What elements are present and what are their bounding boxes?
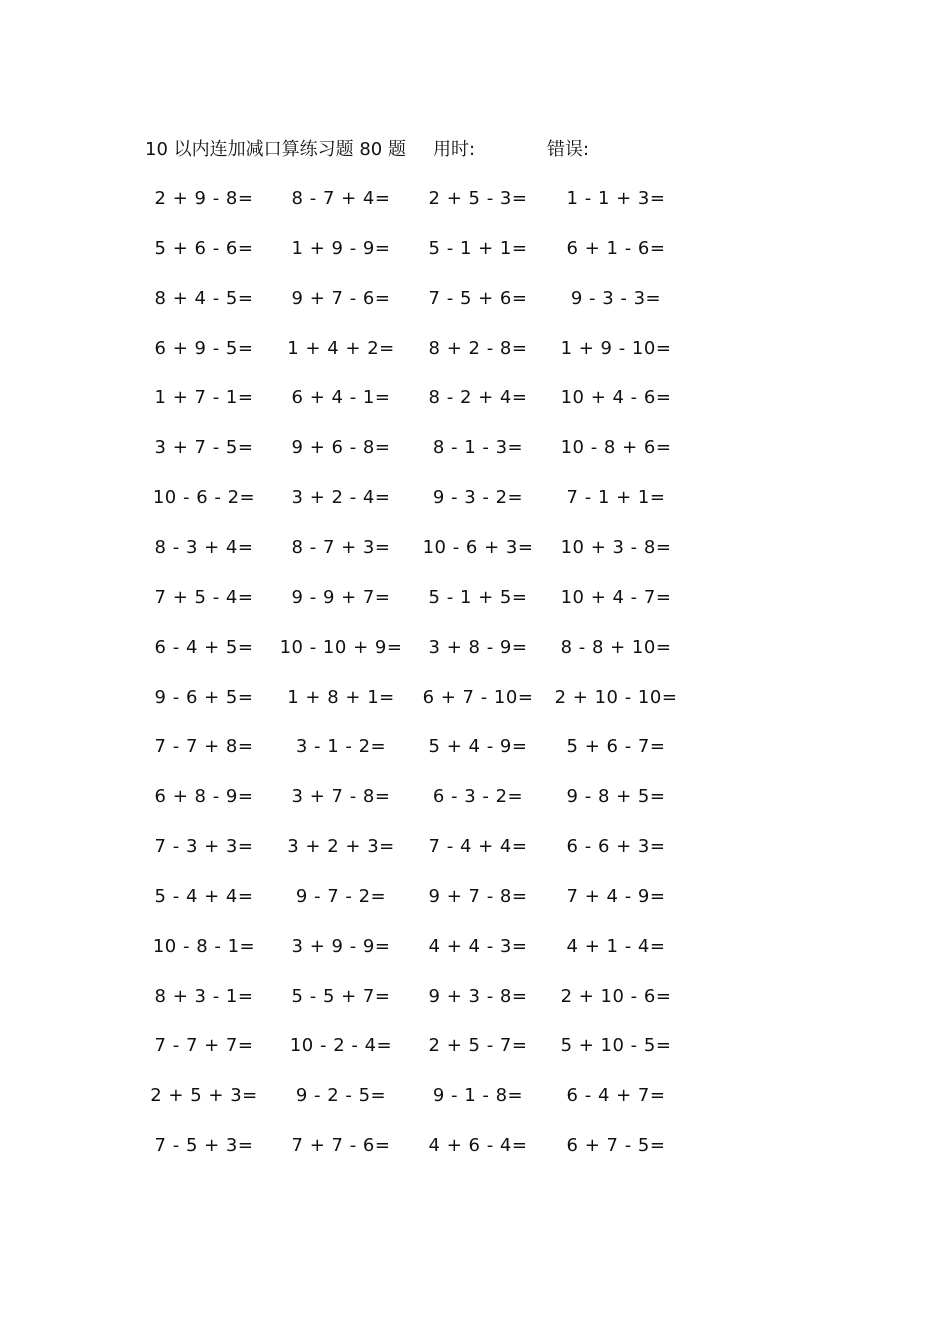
arithmetic-problem: 6 + 9 - 5=	[154, 337, 254, 359]
arithmetic-problem: 7 + 5 - 4=	[154, 586, 254, 608]
arithmetic-problem: 3 + 8 - 9=	[428, 636, 528, 658]
arithmetic-problem: 1 + 8 + 1=	[287, 686, 395, 708]
arithmetic-problem: 5 - 1 + 1=	[428, 237, 528, 259]
arithmetic-problem: 8 - 7 + 3=	[291, 536, 391, 558]
arithmetic-problem: 1 - 1 + 3=	[566, 188, 666, 209]
arithmetic-problem: 6 + 4 - 1=	[291, 387, 391, 409]
arithmetic-problem: 2 + 5 + 3=	[150, 1085, 258, 1107]
arithmetic-problem: 3 + 7 - 8=	[291, 786, 391, 808]
arithmetic-problem: 7 + 7 - 6=	[291, 1135, 391, 1157]
arithmetic-problem: 3 + 2 + 3=	[287, 836, 395, 858]
arithmetic-problem: 6 + 1 - 6=	[566, 237, 666, 259]
arithmetic-problem: 2 + 9 - 8=	[154, 188, 254, 209]
arithmetic-problem: 8 - 1 - 3=	[432, 437, 524, 459]
arithmetic-problem: 2 + 5 - 3=	[428, 188, 528, 209]
arithmetic-problem: 3 + 9 - 9=	[291, 935, 391, 957]
arithmetic-problem: 5 + 4 - 9=	[428, 736, 528, 758]
arithmetic-problem: 6 - 4 + 7=	[566, 1085, 666, 1107]
arithmetic-problem: 10 - 8 - 1=	[152, 935, 256, 957]
arithmetic-problem: 7 - 5 + 6=	[428, 287, 528, 309]
arithmetic-problem: 9 - 2 - 5=	[295, 1085, 387, 1107]
arithmetic-problem: 3 + 7 - 5=	[154, 437, 254, 459]
arithmetic-problem: 6 + 7 - 5=	[566, 1135, 666, 1157]
arithmetic-problem: 8 - 8 + 10=	[560, 636, 672, 658]
arithmetic-problem: 6 + 8 - 9=	[154, 786, 254, 808]
arithmetic-problem: 2 + 10 - 10=	[554, 686, 678, 708]
arithmetic-problem: 8 - 3 + 4=	[154, 536, 254, 558]
arithmetic-problem: 7 - 5 + 3=	[154, 1135, 254, 1157]
arithmetic-problem: 8 + 4 - 5=	[154, 287, 254, 309]
arithmetic-problem: 5 - 5 + 7=	[291, 985, 391, 1007]
arithmetic-problem: 9 + 7 - 8=	[428, 885, 528, 907]
arithmetic-problem: 10 - 8 + 6=	[560, 437, 672, 459]
worksheet-title: 10 以内连加减口算练习题 80 题	[145, 139, 406, 160]
arithmetic-problem: 9 - 8 + 5=	[566, 786, 666, 808]
arithmetic-problem: 5 + 6 - 7=	[566, 736, 666, 758]
arithmetic-problem: 9 - 3 - 3=	[570, 287, 662, 309]
arithmetic-problem: 4 + 1 - 4=	[566, 935, 666, 957]
arithmetic-problem: 6 - 4 + 5=	[154, 636, 254, 658]
arithmetic-problem: 9 - 3 - 2=	[432, 487, 524, 509]
arithmetic-problem: 9 + 6 - 8=	[291, 437, 391, 459]
arithmetic-problem: 9 + 3 - 8=	[428, 985, 528, 1007]
arithmetic-problem: 1 + 4 + 2=	[287, 337, 395, 359]
arithmetic-problem: 1 + 7 - 1=	[154, 387, 254, 409]
arithmetic-problem: 9 - 7 - 2=	[295, 885, 387, 907]
arithmetic-problem: 5 - 1 + 5=	[428, 586, 528, 608]
arithmetic-problem: 2 + 10 - 6=	[560, 985, 672, 1007]
arithmetic-problem: 10 - 2 - 4=	[289, 1035, 393, 1057]
arithmetic-problem: 7 - 7 + 8=	[154, 736, 254, 758]
arithmetic-problem: 8 + 2 - 8=	[428, 337, 528, 359]
arithmetic-problem: 9 - 6 + 5=	[154, 686, 254, 708]
arithmetic-problem: 4 + 4 - 3=	[428, 935, 528, 957]
arithmetic-problem: 5 - 4 + 4=	[154, 885, 254, 907]
arithmetic-problem: 5 + 6 - 6=	[154, 237, 254, 259]
arithmetic-problem: 9 + 7 - 6=	[291, 287, 391, 309]
arithmetic-problem: 4 + 6 - 4=	[428, 1135, 528, 1157]
error-label: 错误:	[547, 139, 590, 160]
arithmetic-problem: 2 + 5 - 7=	[428, 1035, 528, 1057]
time-label: 用时:	[433, 139, 476, 160]
arithmetic-problem: 6 - 3 - 2=	[432, 786, 524, 808]
arithmetic-problem: 5 + 10 - 5=	[560, 1035, 672, 1057]
arithmetic-problem: 3 - 1 - 2=	[295, 736, 387, 758]
arithmetic-problem: 8 - 2 + 4=	[428, 387, 528, 409]
arithmetic-problem: 7 - 1 + 1=	[566, 487, 666, 509]
arithmetic-problem: 9 - 1 - 8=	[432, 1085, 524, 1107]
arithmetic-problem: 10 - 10 + 9=	[279, 636, 403, 658]
arithmetic-problem: 10 + 3 - 8=	[560, 536, 672, 558]
arithmetic-problem: 1 + 9 - 9=	[291, 237, 391, 259]
arithmetic-problem: 3 + 2 - 4=	[291, 487, 391, 509]
arithmetic-problem: 8 - 7 + 4=	[291, 188, 391, 209]
arithmetic-problem: 7 + 4 - 9=	[566, 885, 666, 907]
arithmetic-problem: 1 + 9 - 10=	[560, 337, 672, 359]
arithmetic-problem: 7 - 4 + 4=	[428, 836, 528, 858]
arithmetic-problem: 10 - 6 + 3=	[422, 536, 534, 558]
arithmetic-problem: 10 - 6 - 2=	[152, 487, 256, 509]
arithmetic-problem: 6 - 6 + 3=	[566, 836, 666, 858]
arithmetic-problem: 10 + 4 - 6=	[560, 387, 672, 409]
arithmetic-problem: 9 - 9 + 7=	[291, 586, 391, 608]
arithmetic-problem: 7 - 3 + 3=	[154, 836, 254, 858]
arithmetic-problem: 7 - 7 + 7=	[154, 1035, 254, 1057]
arithmetic-problem: 8 + 3 - 1=	[154, 985, 254, 1007]
arithmetic-problem: 6 + 7 - 10=	[422, 686, 534, 708]
arithmetic-problem: 10 + 4 - 7=	[560, 586, 672, 608]
